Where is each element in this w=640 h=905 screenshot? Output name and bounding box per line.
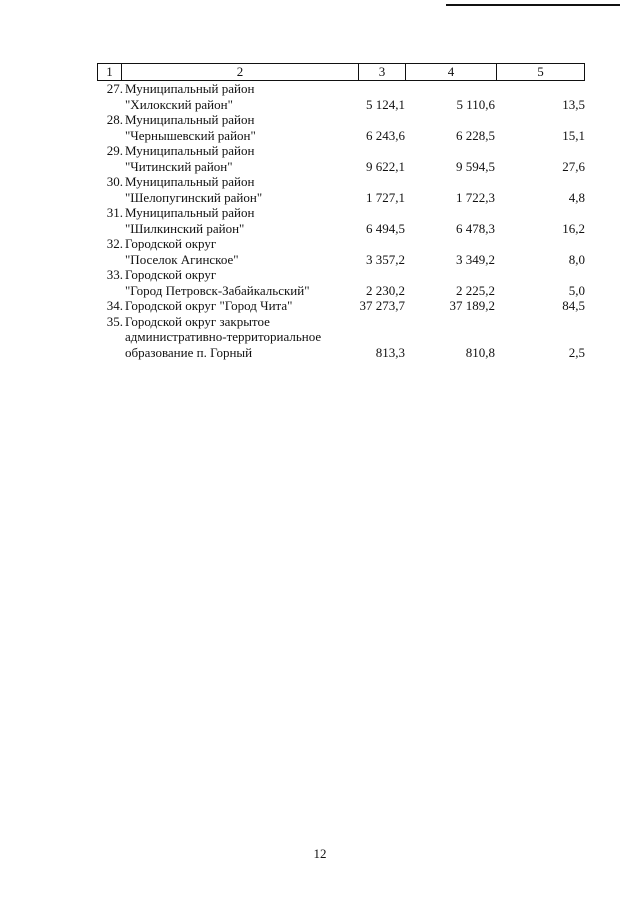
header-col-3: 3 bbox=[378, 64, 386, 79]
row-name-line: Муниципальный район bbox=[125, 143, 255, 158]
row-number: 28. bbox=[106, 112, 123, 127]
row-name-line: Городской округ закрытое bbox=[125, 313, 270, 329]
table-header bbox=[97, 63, 585, 81]
row-name-line: "Шилкинский район" bbox=[125, 220, 245, 236]
row-name-line: Муниципальный район bbox=[125, 174, 255, 189]
table-row bbox=[97, 174, 585, 205]
row-name bbox=[125, 174, 357, 205]
row-name bbox=[125, 298, 357, 314]
row-value-3: 6 494,5 bbox=[366, 220, 405, 236]
row-name-line: "Город Петровск-Забайкальский" bbox=[125, 282, 310, 298]
row-name-line: Городской округ "Город Чита" bbox=[125, 298, 293, 313]
row-value-3: 813,3 bbox=[375, 344, 405, 360]
table-row bbox=[97, 236, 585, 267]
row-name-line: Муниципальный район bbox=[125, 112, 255, 127]
row-name-line: "Шелопугинский район" bbox=[125, 189, 263, 205]
row-name-line: Городской округ bbox=[125, 267, 217, 282]
header-col-4: 4 bbox=[447, 64, 455, 79]
row-value-3: 1 727,1 bbox=[366, 189, 405, 205]
row-name-line: образование п. Горный bbox=[125, 344, 253, 360]
row-number: 35. bbox=[106, 313, 123, 329]
row-value-5: 13,5 bbox=[562, 96, 585, 112]
table-row bbox=[97, 267, 585, 298]
row-name bbox=[125, 267, 357, 298]
row-value-3: 2 230,2 bbox=[366, 282, 405, 298]
row-number: 33. bbox=[106, 267, 123, 282]
top-rule bbox=[446, 4, 620, 6]
row-value-4: 9 594,5 bbox=[456, 158, 495, 174]
table-row bbox=[97, 112, 585, 143]
row-name bbox=[125, 143, 357, 174]
row-value-5: 8,0 bbox=[568, 251, 585, 267]
row-number: 30. bbox=[106, 174, 123, 189]
row-value-3: 3 357,2 bbox=[366, 251, 405, 267]
row-value-4: 3 349,2 bbox=[456, 251, 495, 267]
row-value-5: 5,0 bbox=[568, 282, 585, 298]
row-value-4: 37 189,2 bbox=[449, 298, 495, 313]
row-value-5: 84,5 bbox=[562, 298, 585, 313]
row-name-line: "Поселок Агинское" bbox=[125, 251, 239, 267]
header-col-5: 5 bbox=[537, 64, 544, 79]
header-col-2: 2 bbox=[236, 64, 244, 79]
row-name-line: "Хилокский район" bbox=[125, 96, 233, 112]
row-value-3: 9 622,1 bbox=[366, 158, 405, 174]
row-name-line: Городской округ bbox=[125, 236, 217, 251]
row-value-4: 5 110,6 bbox=[456, 96, 495, 112]
table-row bbox=[97, 143, 585, 174]
table-row bbox=[97, 314, 585, 361]
table-row bbox=[97, 298, 585, 314]
row-name-line: "Читинский район" bbox=[125, 158, 233, 174]
row-number: 27. bbox=[106, 81, 123, 96]
row-value-4: 810,8 bbox=[465, 344, 495, 360]
row-value-5: 16,2 bbox=[562, 220, 585, 236]
row-value-3: 5 124,1 bbox=[366, 96, 405, 112]
row-value-5: 4,8 bbox=[568, 189, 585, 205]
row-value-3: 37 273,7 bbox=[359, 298, 405, 313]
row-value-4: 2 225,2 bbox=[456, 282, 495, 298]
row-value-5: 15,1 bbox=[562, 127, 585, 143]
row-name bbox=[125, 81, 357, 112]
row-name-line: "Чернышевский район" bbox=[125, 127, 256, 143]
row-value-4: 6 228,5 bbox=[456, 127, 495, 143]
row-name-line: административно-территориальное bbox=[125, 329, 322, 344]
row-name-line: Муниципальный район bbox=[125, 81, 255, 96]
row-number: 29. bbox=[106, 143, 123, 158]
page-number: 12 bbox=[313, 846, 327, 861]
row-value-5: 27,6 bbox=[562, 158, 585, 174]
row-name bbox=[125, 314, 357, 361]
row-name bbox=[125, 236, 357, 267]
row-value-4: 1 722,3 bbox=[456, 189, 495, 205]
row-name-line: Муниципальный район bbox=[125, 205, 255, 220]
row-value-5: 2,5 bbox=[568, 344, 585, 360]
row-name bbox=[125, 112, 357, 143]
table-row bbox=[97, 81, 585, 112]
header-col-1: 1 bbox=[106, 64, 113, 79]
row-value-3: 6 243,6 bbox=[366, 127, 405, 143]
row-value-4: 6 478,3 bbox=[456, 220, 495, 236]
row-name bbox=[125, 205, 357, 236]
row-number: 34. bbox=[106, 298, 123, 313]
row-number: 32. bbox=[106, 236, 123, 251]
row-number: 31. bbox=[106, 205, 123, 220]
table-row bbox=[97, 205, 585, 236]
